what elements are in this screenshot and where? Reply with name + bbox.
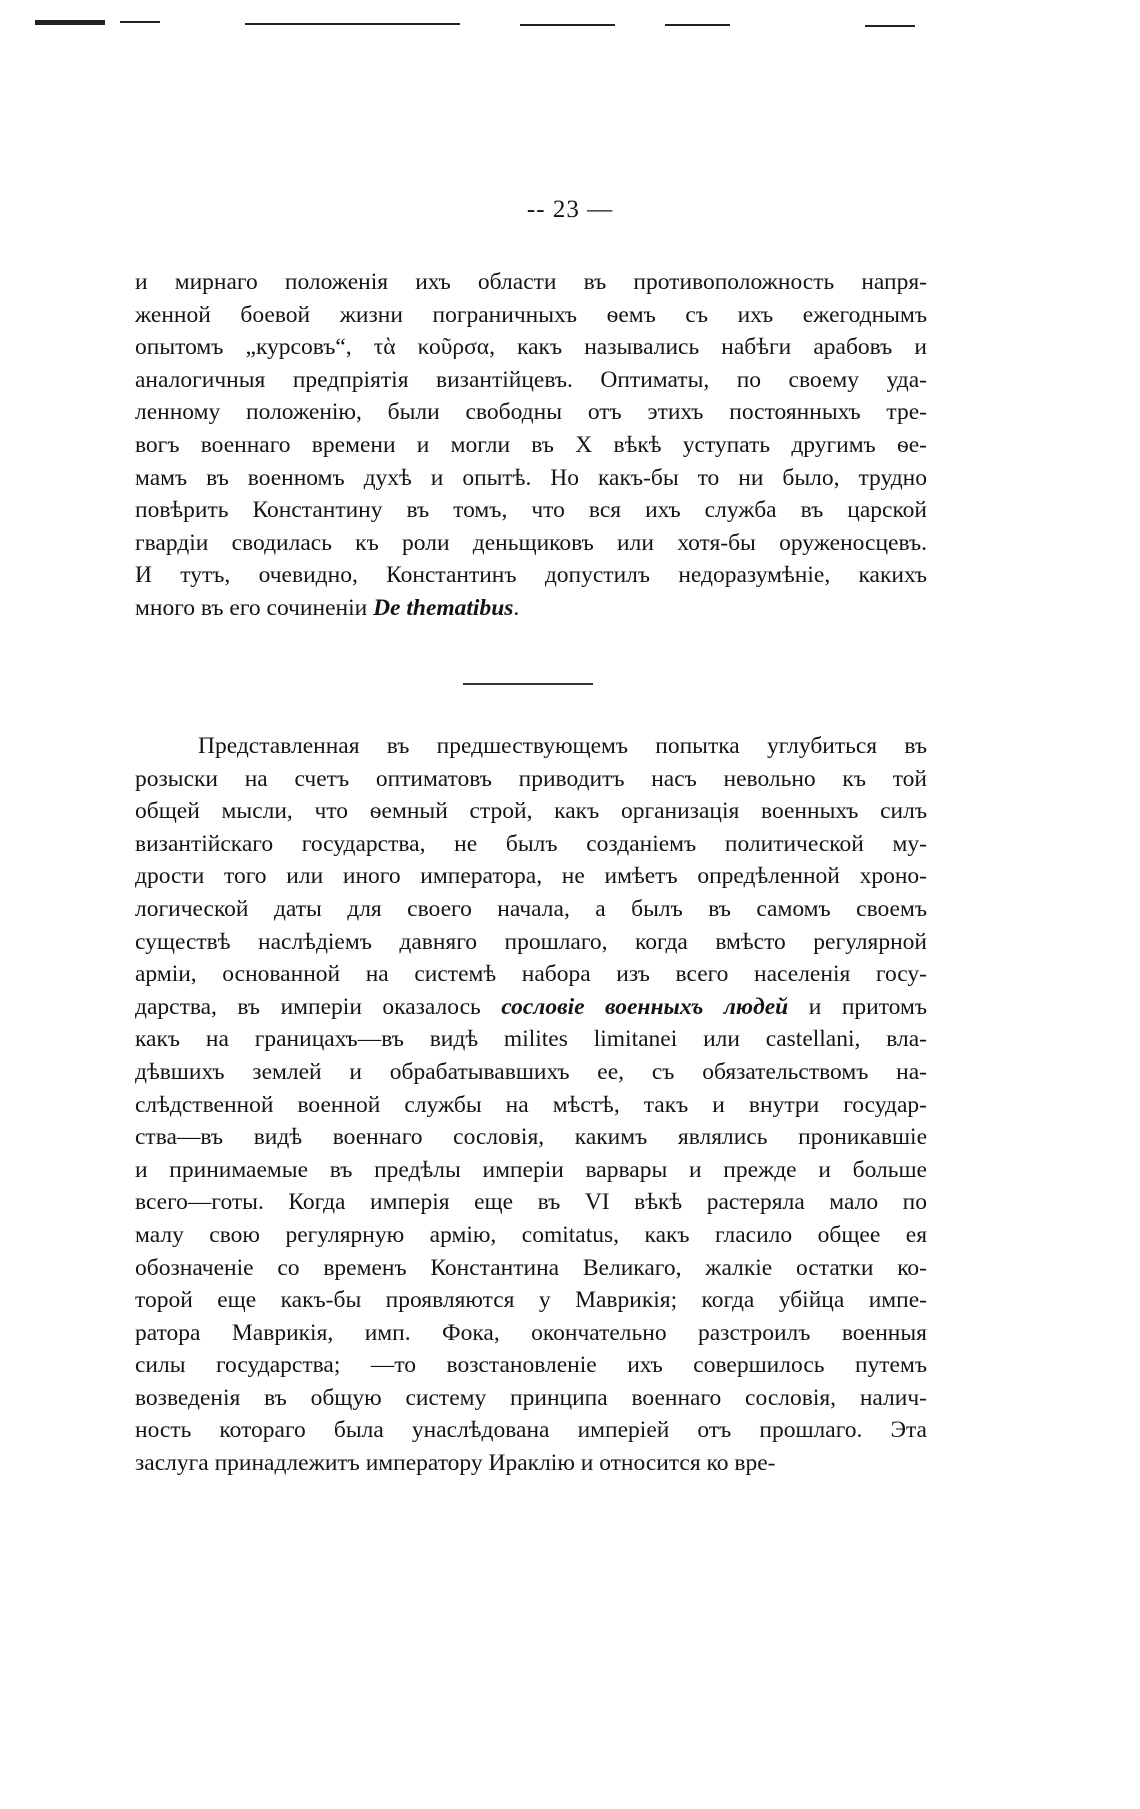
line-text-after: и притомъ bbox=[788, 993, 928, 1020]
scan-edge-marks bbox=[0, 18, 1140, 30]
text-line bbox=[135, 1154, 927, 1187]
line-text: аналогичныя предпріятія византійцевъ. Оптиматы, по своему уда- bbox=[135, 366, 927, 393]
line-text: дѣвшихъ землей и обрабатывавшихъ ее, съ обязательствомъ на- bbox=[135, 1058, 927, 1085]
line-text: женной боевой жизни пограничныхъ ѳемъ съ ихъ ежегоднымъ bbox=[135, 301, 927, 328]
text-line bbox=[135, 1056, 927, 1089]
line-text: существѣ наслѣдіемъ давняго прошлаго, когда вмѣсто регулярной bbox=[135, 928, 927, 955]
text-line bbox=[135, 1219, 927, 1252]
text-line bbox=[135, 364, 927, 397]
line-text: много въ его сочиненіи bbox=[135, 594, 374, 621]
line-text: какъ на границахъ—въ видѣ milites limitanei или castellani, вла- bbox=[135, 1026, 927, 1053]
text-line bbox=[135, 1414, 927, 1447]
line-text: торой еще какъ-бы проявляются у Маврикія; когда убійца импе- bbox=[135, 1287, 927, 1314]
text-line bbox=[135, 592, 927, 625]
line-text: опытомъ „курсовъ“, τὰ κοῦρσα, какъ назывались набѣги арабовъ и bbox=[135, 334, 927, 361]
text-line bbox=[135, 1382, 927, 1415]
text-line bbox=[135, 1186, 927, 1219]
line-text: византійскаго государства, не былъ созданіемъ политической му- bbox=[135, 830, 927, 857]
text-line bbox=[135, 299, 927, 332]
line-text: малу свою регулярную армію, comitatus, какъ гласило общее ея bbox=[135, 1221, 927, 1248]
text-line bbox=[135, 1317, 927, 1350]
text-line bbox=[135, 1089, 927, 1122]
line-text: ность котораго была унаслѣдована имперіей отъ прошлаго. Эта bbox=[135, 1417, 927, 1444]
text-line bbox=[135, 763, 927, 796]
section-separator bbox=[463, 683, 593, 685]
text-line bbox=[135, 730, 927, 763]
text-line bbox=[135, 795, 927, 828]
paragraph-2 bbox=[135, 730, 927, 1480]
text-line bbox=[135, 396, 927, 429]
text-line bbox=[135, 1252, 927, 1285]
text-line bbox=[135, 494, 927, 527]
line-text: силы государства; —то возстановленіе ихъ совершилось путемъ bbox=[135, 1352, 927, 1379]
line-text: ратора Маврикія, имп. Фока, окончательно разстроилъ военныя bbox=[135, 1319, 927, 1346]
line-text: ства—въ видѣ военнаго сословія, какимъ являлись проникавшіе bbox=[135, 1124, 927, 1151]
line-text: возведенія въ общую систему принципа военнаго сословія, налич- bbox=[135, 1384, 927, 1411]
text-line bbox=[135, 1447, 927, 1480]
line-text: арміи, основанной на системѣ набора изъ всего населенія госу- bbox=[135, 961, 927, 988]
line-text: Представленная въ предшествующемъ попытка углубиться въ bbox=[198, 733, 927, 759]
text-line bbox=[135, 991, 927, 1024]
line-text: гвардіи сводилась къ роли деньщиковъ или хотя-бы оруженосцевъ. bbox=[135, 529, 927, 556]
text-line bbox=[135, 527, 927, 560]
line-text-after: . bbox=[513, 594, 520, 621]
line-text: розыски на счетъ оптиматовъ приводитъ насъ невольно къ той bbox=[135, 765, 927, 792]
text-line bbox=[135, 559, 927, 592]
line-text: слѣдственной военной службы на мѣстѣ, такъ и внутри государ- bbox=[135, 1091, 927, 1118]
text-line bbox=[135, 429, 927, 462]
italic-phrase: De thematibus bbox=[373, 594, 514, 621]
line-text: дрости того или иного императора, не имѣетъ опредѣленной хроно- bbox=[135, 863, 927, 890]
text-line bbox=[135, 893, 927, 926]
text-line bbox=[135, 1349, 927, 1382]
line-text: вогъ военнаго времени и могли въ X вѣкѣ уступать другимъ ѳе- bbox=[135, 431, 927, 458]
text-line bbox=[135, 266, 927, 299]
line-text: мамъ въ военномъ духѣ и опытѣ. Но какъ-бы то ни было, трудно bbox=[135, 464, 927, 491]
line-text: логической даты для своего начала, а былъ въ самомъ своемъ bbox=[135, 895, 927, 922]
line-text: и принимаемые въ предѣлы имперіи варвары и прежде и больше bbox=[135, 1156, 927, 1183]
text-line bbox=[135, 958, 927, 991]
text-line bbox=[135, 331, 927, 364]
line-text: заслуга принадлежитъ императору Ираклію и относится ко вре- bbox=[135, 1450, 776, 1477]
text-line bbox=[135, 462, 927, 495]
italic-phrase: сословіе военныхъ людей bbox=[501, 993, 789, 1020]
page-number: -- 23 — bbox=[526, 196, 614, 223]
paragraph-1 bbox=[135, 266, 927, 625]
text-line bbox=[135, 926, 927, 959]
line-text: общей мысли, что ѳемный строй, какъ организація военныхъ силъ bbox=[135, 798, 927, 825]
text-line bbox=[135, 1023, 927, 1056]
text-line bbox=[135, 1284, 927, 1317]
line-text: повѣрить Константину въ томъ, что вся ихъ служба въ царской bbox=[135, 497, 927, 524]
line-text: И тутъ, очевидно, Константинъ допустилъ недоразумѣніе, какихъ bbox=[135, 562, 927, 589]
text-line bbox=[135, 860, 927, 893]
line-text: обозначеніе со временъ Константина Великаго, жалкіе остатки ко- bbox=[135, 1254, 927, 1281]
text-line bbox=[135, 828, 927, 861]
line-text: дарства, въ имперіи оказалось bbox=[135, 993, 502, 1020]
line-text: всего—готы. Когда имперія еще въ VI вѣкѣ растеряла мало по bbox=[135, 1189, 927, 1216]
line-text: ленному положенію, были свободны отъ этихъ постоянныхъ тре- bbox=[135, 399, 927, 426]
line-text: и мирнаго положенія ихъ области въ противоположность напря- bbox=[135, 269, 927, 295]
text-line bbox=[135, 1121, 927, 1154]
